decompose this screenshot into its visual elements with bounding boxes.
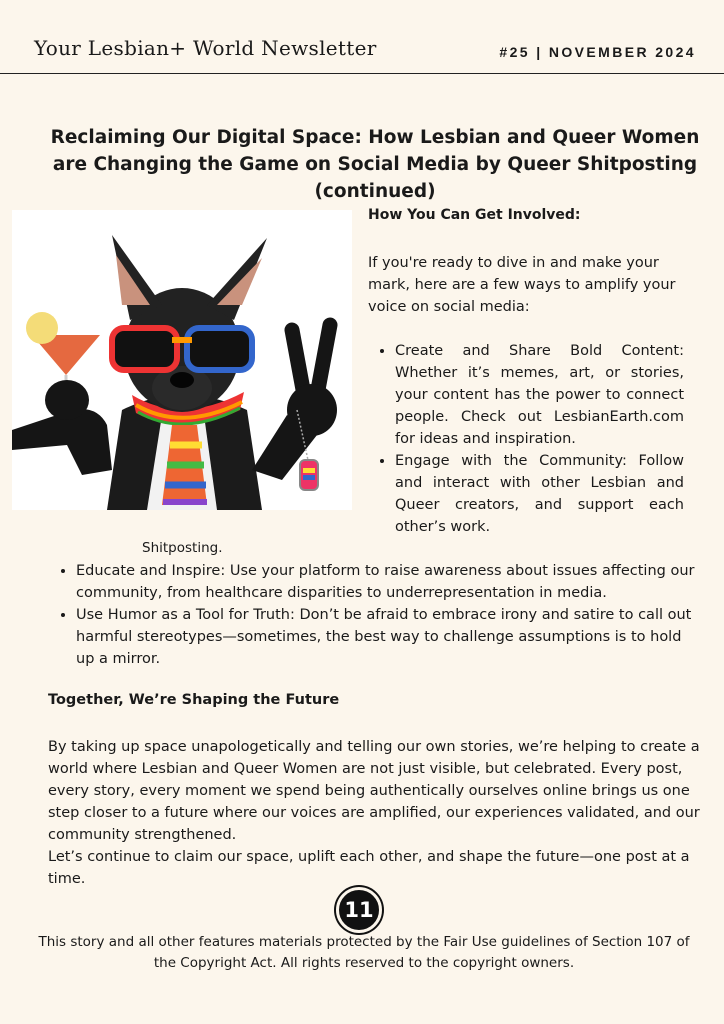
future-heading: Together, We’re Shaping the Future <box>48 692 340 708</box>
newsletter-header <box>0 0 724 74</box>
newsletter-brand: Your Lesbian+ World Newsletter <box>34 36 377 60</box>
future-paragraph-1: By taking up space unapologetically and telling our own stories, we’re helping to create a world where Lesbian and Queer Women are not just visible, but celebrated. Every post, every story, every moment we spend being authentically ourselves online brings us one step closer to a future where our voices are amplified, our experiences validated, and our community strengthened. <box>48 739 700 843</box>
issue-label: #25 | NOVEMBER 2024 <box>499 44 696 60</box>
list-item: • Create and Share Bold Content: Whether it’s memes, art, or stories, your content has the power to connect people. Check out LesbianEarth.com for ideas and inspiration. <box>395 340 684 450</box>
future-body <box>48 736 712 890</box>
list-item: • Engage with the Community: Follow and interact with other Lesbian and Queer creators, and support each other’s work. <box>395 450 684 538</box>
get-involved-column <box>368 204 684 538</box>
future-paragraph-2: Let’s continue to claim our space, uplift each other, and shape the future—one post at a time. <box>48 849 690 887</box>
involved-intro: If you're ready to dive in and make your mark, here are a few ways to amplify your voice on social media: <box>368 255 676 315</box>
involved-list-full <box>76 560 704 670</box>
dog-photo <box>12 210 352 510</box>
page-number-badge: 11 <box>336 887 382 933</box>
copyright-footer: This story and all other features materials protected by the Fair Use guidelines of Section 107 of the Copyright Act. All rights reserved to the copyright owners. <box>38 934 690 971</box>
involved-list-right <box>368 340 684 538</box>
article-title: Reclaiming Our Digital Space: How Lesbian and Queer Women are Changing the Game on Social Media by Queer Shitposting (continued) <box>50 127 700 202</box>
image-caption: Shitposting. <box>142 540 223 556</box>
involved-heading: How You Can Get Involved: <box>368 207 581 223</box>
list-item: • Use Humor as a Tool for Truth: Don’t be afraid to embrace irony and satire to call out harmful stereotypes—sometimes, the best way to challenge assumptions is to hold up a mirror. <box>76 604 704 670</box>
list-item: • Educate and Inspire: Use your platform to raise awareness about issues affecting our community, from healthcare disparities to underrepresentation in media. <box>76 560 704 604</box>
